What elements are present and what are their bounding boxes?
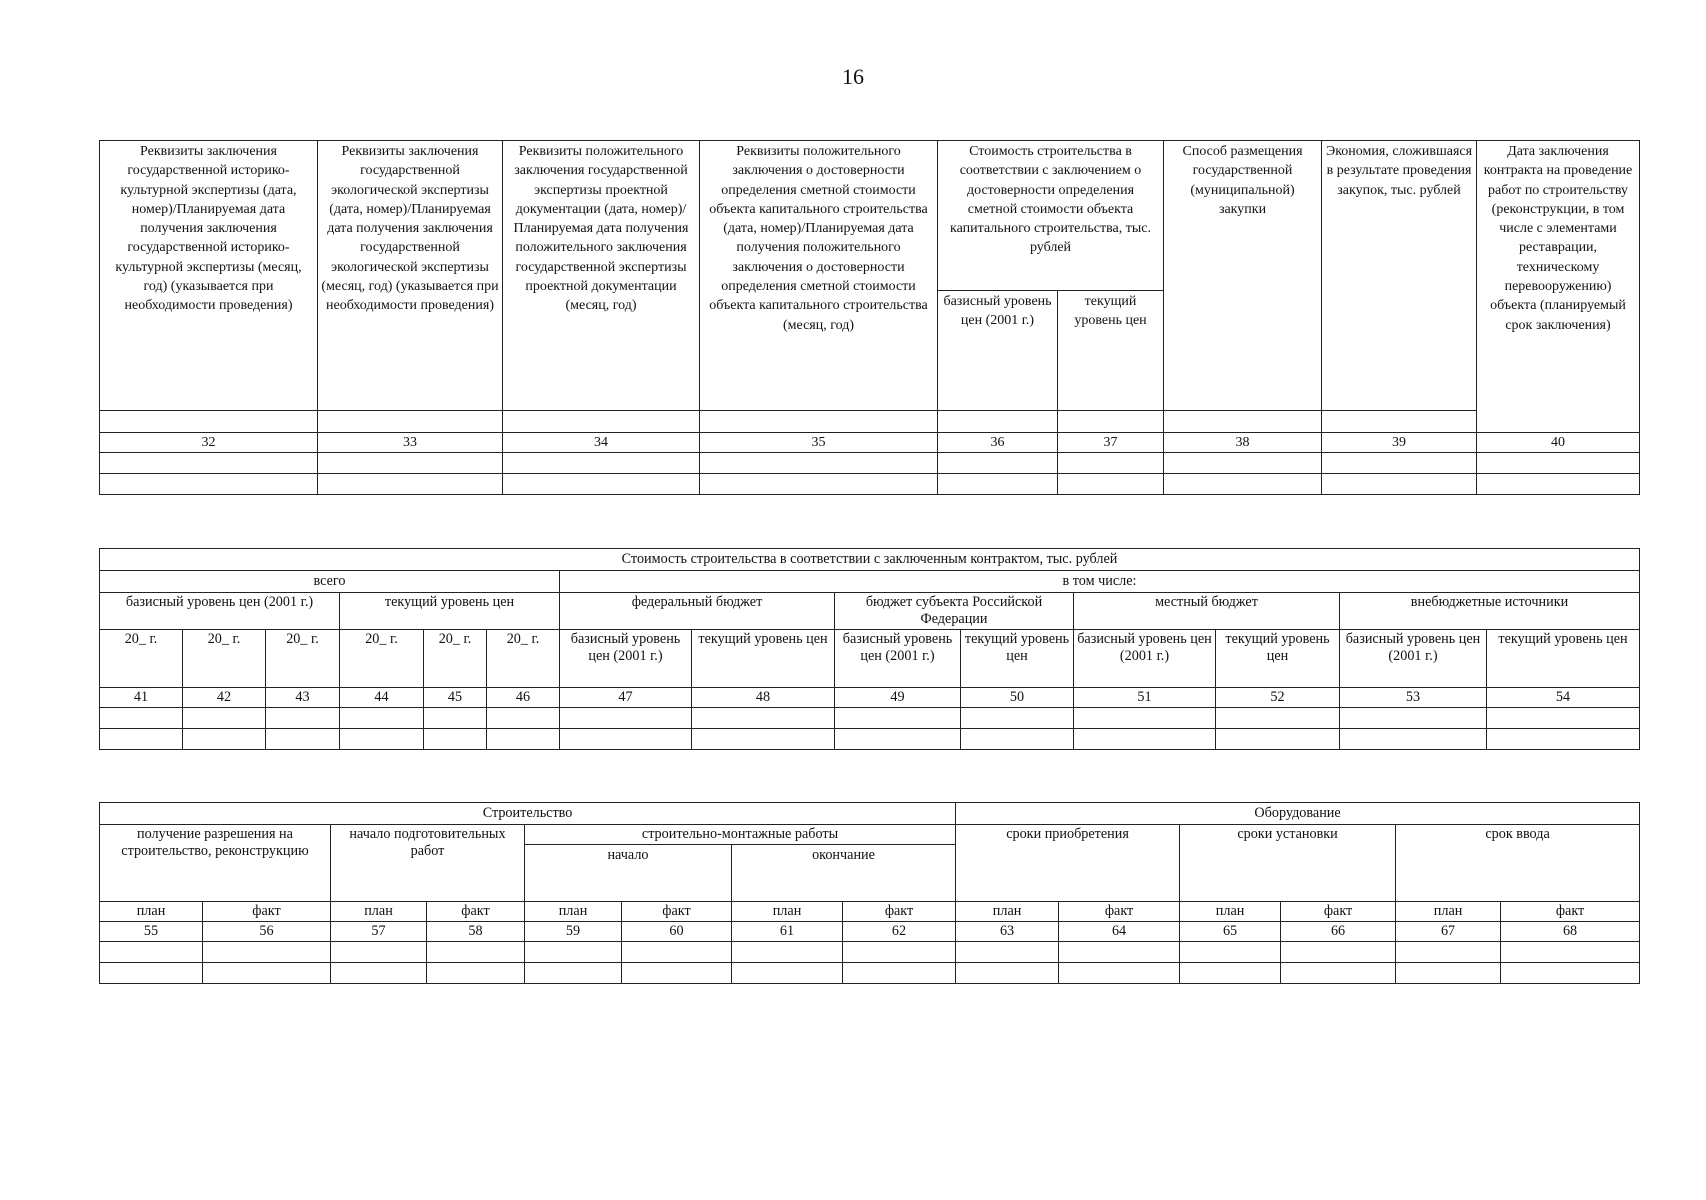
blank-cell xyxy=(340,708,424,729)
source-regional-budget: бюджет субъекта Российской Федерации xyxy=(835,593,1074,630)
blank-cell xyxy=(835,729,961,750)
blank-cell xyxy=(1058,411,1164,433)
source-federal-budget: федеральный бюджет xyxy=(560,593,835,630)
blank-cell xyxy=(1059,963,1180,984)
col-number: 67 xyxy=(1396,922,1501,942)
blank-cell xyxy=(843,942,956,963)
total-base-level-header: базисный уровень цен (2001 г.) xyxy=(100,593,340,630)
blank-cell xyxy=(956,963,1059,984)
acquisition-header: сроки приобретения xyxy=(956,825,1180,902)
blank-cell xyxy=(1396,942,1501,963)
base-level-label: базисный уровень цен (2001 г.) xyxy=(1340,630,1487,688)
blank-cell xyxy=(487,708,560,729)
col-number: 45 xyxy=(424,688,487,708)
blank-cell xyxy=(100,474,318,495)
col-number: 41 xyxy=(100,688,183,708)
col-number: 52 xyxy=(1216,688,1340,708)
blank-cell xyxy=(318,411,503,433)
blank-cell xyxy=(1164,411,1322,433)
blank-cell xyxy=(100,729,183,750)
header-col-36: базисный уровень цен (2001 г.) xyxy=(938,291,1058,411)
blank-cell xyxy=(1074,729,1216,750)
construction-header: Строительство xyxy=(100,803,956,825)
plan-label: план xyxy=(1180,902,1281,922)
blank-cell xyxy=(700,474,938,495)
works-start-header: начало xyxy=(525,845,732,902)
header-col-32: Реквизиты заключения государственной историко-культурной экспертизы (дата, номер)/Планируемая дата получения заключения государственной историко-культурной экспертизы (месяц, год) (указывается при необходимости проведения) xyxy=(100,141,318,411)
blank-cell xyxy=(938,411,1058,433)
blank-cell xyxy=(183,729,266,750)
blank-cell xyxy=(503,453,700,474)
blank-cell xyxy=(1180,942,1281,963)
col-number: 42 xyxy=(183,688,266,708)
blank-cell xyxy=(1216,708,1340,729)
current-level-label: текущий уровень цен xyxy=(1487,630,1640,688)
blank-cell xyxy=(1058,474,1164,495)
including-header: в том числе: xyxy=(560,571,1640,593)
blank-cell xyxy=(1058,453,1164,474)
header-col-40: Дата заключения контракта на проведение работ по строительству (реконструкции, в том числе с элементами реставрации, техническому перевооружению) объекта (планируемый срок заключения) xyxy=(1477,141,1640,433)
col-number: 38 xyxy=(1164,433,1322,453)
blank-cell xyxy=(503,411,700,433)
plan-label: план xyxy=(525,902,622,922)
blank-cell xyxy=(1322,474,1477,495)
blank-cell xyxy=(835,708,961,729)
blank-cell xyxy=(622,942,732,963)
fact-label: факт xyxy=(1059,902,1180,922)
header-cost-group: Стоимость строительства в соответствии с заключением о достоверности определения сметной стоимости объекта капитального строительства, тыс. рублей xyxy=(938,141,1164,291)
blank-cell xyxy=(1501,942,1640,963)
col-number: 58 xyxy=(427,922,525,942)
col-number: 57 xyxy=(331,922,427,942)
blank-cell xyxy=(487,729,560,750)
year-label: 20_ г. xyxy=(266,630,340,688)
contract-details-table xyxy=(99,140,1640,495)
col-number: 34 xyxy=(503,433,700,453)
blank-cell xyxy=(1396,963,1501,984)
fact-label: факт xyxy=(1501,902,1640,922)
blank-cell xyxy=(525,942,622,963)
col-number: 56 xyxy=(203,922,331,942)
blank-cell xyxy=(732,963,843,984)
blank-cell xyxy=(961,708,1074,729)
blank-cell xyxy=(525,963,622,984)
col-number: 66 xyxy=(1281,922,1396,942)
blank-cell xyxy=(692,708,835,729)
year-label: 20_ г. xyxy=(487,630,560,688)
current-level-label: текущий уровень цен xyxy=(1216,630,1340,688)
blank-cell xyxy=(1164,453,1322,474)
blank-cell xyxy=(938,453,1058,474)
blank-cell xyxy=(100,963,203,984)
blank-cell xyxy=(340,729,424,750)
total-header: всего xyxy=(100,571,560,593)
blank-cell xyxy=(700,411,938,433)
col-number: 48 xyxy=(692,688,835,708)
col-number: 40 xyxy=(1477,433,1640,453)
blank-cell xyxy=(318,474,503,495)
col-number: 64 xyxy=(1059,922,1180,942)
col-number: 62 xyxy=(843,922,956,942)
year-label: 20_ г. xyxy=(183,630,266,688)
blank-cell xyxy=(100,942,203,963)
total-current-level-header: текущий уровень цен xyxy=(340,593,560,630)
blank-cell xyxy=(700,453,938,474)
year-label: 20_ г. xyxy=(100,630,183,688)
plan-label: план xyxy=(956,902,1059,922)
works-end-header: окончание xyxy=(732,845,956,902)
plan-label: план xyxy=(732,902,843,922)
source-extrabudgetary: внебюджетные источники xyxy=(1340,593,1640,630)
blank-cell xyxy=(1281,963,1396,984)
year-label: 20_ г. xyxy=(424,630,487,688)
blank-cell xyxy=(692,729,835,750)
plan-label: план xyxy=(1396,902,1501,922)
blank-cell xyxy=(266,729,340,750)
col-number: 51 xyxy=(1074,688,1216,708)
blank-cell xyxy=(1164,474,1322,495)
col-number: 54 xyxy=(1487,688,1640,708)
blank-cell xyxy=(1216,729,1340,750)
blank-cell xyxy=(427,942,525,963)
col-number: 59 xyxy=(525,922,622,942)
header-col-37: текущий уровень цен xyxy=(1058,291,1164,411)
equipment-header: Оборудование xyxy=(956,803,1640,825)
blank-cell xyxy=(1487,708,1640,729)
table2-title: Стоимость строительства в соответствии с заключенным контрактом, тыс. рублей xyxy=(100,549,1640,571)
blank-cell xyxy=(843,963,956,984)
blank-cell xyxy=(427,963,525,984)
col-number: 47 xyxy=(560,688,692,708)
blank-cell xyxy=(203,963,331,984)
blank-cell xyxy=(100,708,183,729)
blank-cell xyxy=(100,453,318,474)
blank-cell xyxy=(961,729,1074,750)
blank-cell xyxy=(622,963,732,984)
schedule-table xyxy=(99,802,1640,984)
plan-label: план xyxy=(100,902,203,922)
header-col-33: Реквизиты заключения государственной экологической экспертизы (дата, номер)/Планируемая дата получения заключения государственной экологической экспертизы (месяц, год) (указывается при необходимости проведения) xyxy=(318,141,503,411)
blank-cell xyxy=(1340,729,1487,750)
fact-label: факт xyxy=(1281,902,1396,922)
blank-cell xyxy=(1180,963,1281,984)
blank-cell xyxy=(424,729,487,750)
blank-cell xyxy=(318,453,503,474)
blank-cell xyxy=(938,474,1058,495)
blank-cell xyxy=(331,942,427,963)
fact-label: факт xyxy=(203,902,331,922)
blank-cell xyxy=(266,708,340,729)
blank-cell xyxy=(1501,963,1640,984)
col-number: 43 xyxy=(266,688,340,708)
blank-cell xyxy=(503,474,700,495)
col-number: 61 xyxy=(732,922,843,942)
col-number: 39 xyxy=(1322,433,1477,453)
col-number: 32 xyxy=(100,433,318,453)
current-level-label: текущий уровень цен xyxy=(961,630,1074,688)
col-number: 50 xyxy=(961,688,1074,708)
blank-cell xyxy=(956,942,1059,963)
prep-works-start-header: начало подготовительных работ xyxy=(331,825,525,902)
col-number: 46 xyxy=(487,688,560,708)
header-col-39: Экономия, сложившаяся в результате проведения закупок, тыс. рублей xyxy=(1322,141,1477,411)
blank-cell xyxy=(1322,453,1477,474)
col-number: 44 xyxy=(340,688,424,708)
col-number: 33 xyxy=(318,433,503,453)
col-number: 36 xyxy=(938,433,1058,453)
blank-cell xyxy=(100,411,318,433)
col-number: 49 xyxy=(835,688,961,708)
year-label: 20_ г. xyxy=(340,630,424,688)
fact-label: факт xyxy=(843,902,956,922)
base-level-label: базисный уровень цен (2001 г.) xyxy=(1074,630,1216,688)
header-col-38: Способ размещения государственной (муниципальной) закупки xyxy=(1164,141,1322,411)
blank-cell xyxy=(1074,708,1216,729)
blank-cell xyxy=(1059,942,1180,963)
col-number: 53 xyxy=(1340,688,1487,708)
blank-cell xyxy=(1477,474,1640,495)
col-number: 37 xyxy=(1058,433,1164,453)
col-number: 65 xyxy=(1180,922,1281,942)
blank-cell xyxy=(1322,411,1477,433)
col-number: 60 xyxy=(622,922,732,942)
blank-cell xyxy=(424,708,487,729)
blank-cell xyxy=(1281,942,1396,963)
blank-cell xyxy=(1487,729,1640,750)
blank-cell xyxy=(331,963,427,984)
fact-label: факт xyxy=(622,902,732,922)
col-number: 68 xyxy=(1501,922,1640,942)
contract-cost-table xyxy=(99,548,1640,750)
blank-cell xyxy=(560,729,692,750)
blank-cell xyxy=(560,708,692,729)
col-number: 35 xyxy=(700,433,938,453)
header-col-34: Реквизиты положительного заключения государственной экспертизы проектной документации (дата, номер)/Планируемая дата получения положительного заключения государственной экспертизы проектной документации (месяц, год) xyxy=(503,141,700,411)
blank-cell xyxy=(1477,453,1640,474)
fact-label: факт xyxy=(427,902,525,922)
blank-cell xyxy=(732,942,843,963)
commissioning-header: срок ввода xyxy=(1396,825,1640,902)
page-number: 16 xyxy=(842,64,864,89)
base-level-label: базисный уровень цен (2001 г.) xyxy=(835,630,961,688)
header-col-35: Реквизиты положительного заключения о достоверности определения сметной стоимости объекта капитального строительства (дата, номер)/Планируемая дата получения положительного заключения о достоверности определения сметной стоимости объекта капитального строительства (месяц, год) xyxy=(700,141,938,411)
col-number: 55 xyxy=(100,922,203,942)
construction-works-header: строительно-монтажные работы xyxy=(525,825,956,845)
col-number: 63 xyxy=(956,922,1059,942)
current-level-label: текущий уровень цен xyxy=(692,630,835,688)
blank-cell xyxy=(183,708,266,729)
blank-cell xyxy=(203,942,331,963)
plan-label: план xyxy=(331,902,427,922)
blank-cell xyxy=(1340,708,1487,729)
base-level-label: базисный уровень цен (2001 г.) xyxy=(560,630,692,688)
source-local-budget: местный бюджет xyxy=(1074,593,1340,630)
permit-header: получение разрешения на строительство, реконструкцию xyxy=(100,825,331,902)
installation-header: сроки установки xyxy=(1180,825,1396,902)
